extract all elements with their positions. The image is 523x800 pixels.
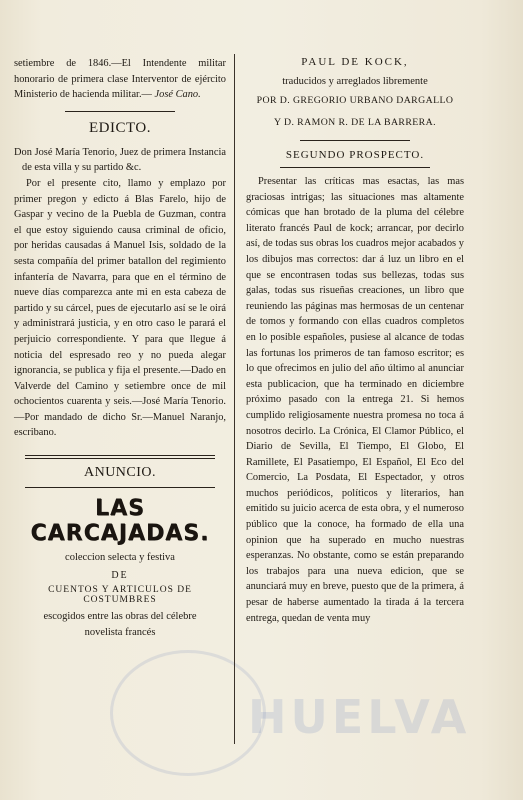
edicto-heading: EDICTO. (89, 119, 151, 136)
intro-paragraph (14, 56, 226, 103)
author-line-1: POR D. GREGORIO URBANO DARGALLO (256, 95, 454, 106)
edicto-body: Por el presente cito, llamo y emplazo por primer pregon y edicto á Blas Farelo, hijo de Gaspar y vecino de la Puebla de Guzman, contra el que estoy siguiendo causa criminal de oficio, por heridas causadas á Manuel Isis, soldado de la sesta compañía del primer batallon del regimiento infantería de Navarra, para que en el término de nueve días comparezca ante mi en esta cabeza de partido y su cárcel, pues de ejecutarlo así se le oirá y administrará justicia, y en otro caso le parará el perjuicio correspondiente. Y para que llegue á noticia del espresado reo y no pueda alegar ignorancia, se publica y fija el presente.—Dado en Valverde del Camino y setiembre once de mil ochocientos cuarenta y seis.—José María Tenorio.—Por mandado de dicho Sr.—Manuel Naranjo, escribano. (14, 177, 226, 439)
divider (280, 167, 430, 168)
intro-text: setiembre de 1846.—El Intendente militar honorario de primera clase Interventor de ejército Ministerio de hacienda militar.— (14, 58, 226, 101)
divider (25, 455, 215, 456)
right-column (246, 56, 464, 626)
novelista-line: novelista francés (84, 627, 156, 639)
cuentos-line: CUENTOS Y ARTICULOS DE COSTUMBRES (48, 585, 192, 606)
author-line-2: Y D. RAMON R. DE LA BARRERA. (274, 117, 436, 128)
coleccion-line: coleccion selecta y festiva (65, 552, 175, 564)
divider (25, 458, 215, 459)
prospecto-body: Presentar las críticas mas esactas, las mas graciosas intrigas; las situaciones mas altamente cómicas que han brotado de la pluma del célebre literato francés Paul de kock; arrancar, por decirlo así, de todas sus obras los cuadros mejor acabados y los dibujos mas correctos: dar á luz un libro en el que se encontrasen todas sus bellezas, todas sus galas, todas sus risueñas creaciones, un libro que reuniendo las páginas mas hermosas de un centenar de tomos y formando con ellas cuadros completos en lo posible españoles, pusiese al alcance de todas las fortunas los primeros de tan famoso escritor; es lo que ofrecimos en julio del año último al anunciar esta publicacion, que ha terminado en diciembre próximo pasado con la entrega 21. Si hemos cumplido religiosamente nuestra promesa no toca á nosotros decirlo. La Crónica, El Clamor Público, el Diario de Sevilla, El Tiempo, El Globo, El Ramillete, El Pasatiempo, El Español, El Eco del Comercio, La Posdata, El Espectador, y otros muchos periódicos, políticos y literarios, han emitido su juicio acerca de esta obra, y el numeroso público que la conoce, ha formado de ella una opinion que ha superado en mucho nuestras esperanzas. No obstante, como se están preparando los trabajos para una nueva edicion, que se anunciará muy en breve, puesto que de la primera, á pesar de haberse aumentado la tirada á la tercera entrega, quedan de venta muy (246, 176, 464, 624)
divider (65, 111, 175, 112)
de-line: DE (111, 570, 129, 582)
carcajadas-title: LAS CARCAJADAS. (30, 496, 210, 547)
huelva-watermark: HUELVA (248, 690, 471, 744)
paul-de-kock-title: PAUL DE KOCK, (301, 56, 409, 68)
divider (300, 140, 410, 141)
intro-signature: José Cano. (154, 89, 201, 101)
traducidos-line: traducidos y arreglados libremente (282, 76, 428, 87)
anuncio-heading: ANUNCIO. (83, 465, 157, 481)
divider (25, 487, 215, 488)
edicto-first-line: Don José María Tenorio, Juez de primera Instancia de esta villa y su partido &c. (14, 146, 226, 174)
library-seal-icon (110, 650, 266, 776)
column-rule (234, 54, 235, 744)
left-column (14, 56, 226, 641)
escogidos-line: escogidos entre las obras del célebre (43, 611, 197, 623)
prospecto-heading: SEGUNDO PROSPECTO. (285, 149, 425, 161)
